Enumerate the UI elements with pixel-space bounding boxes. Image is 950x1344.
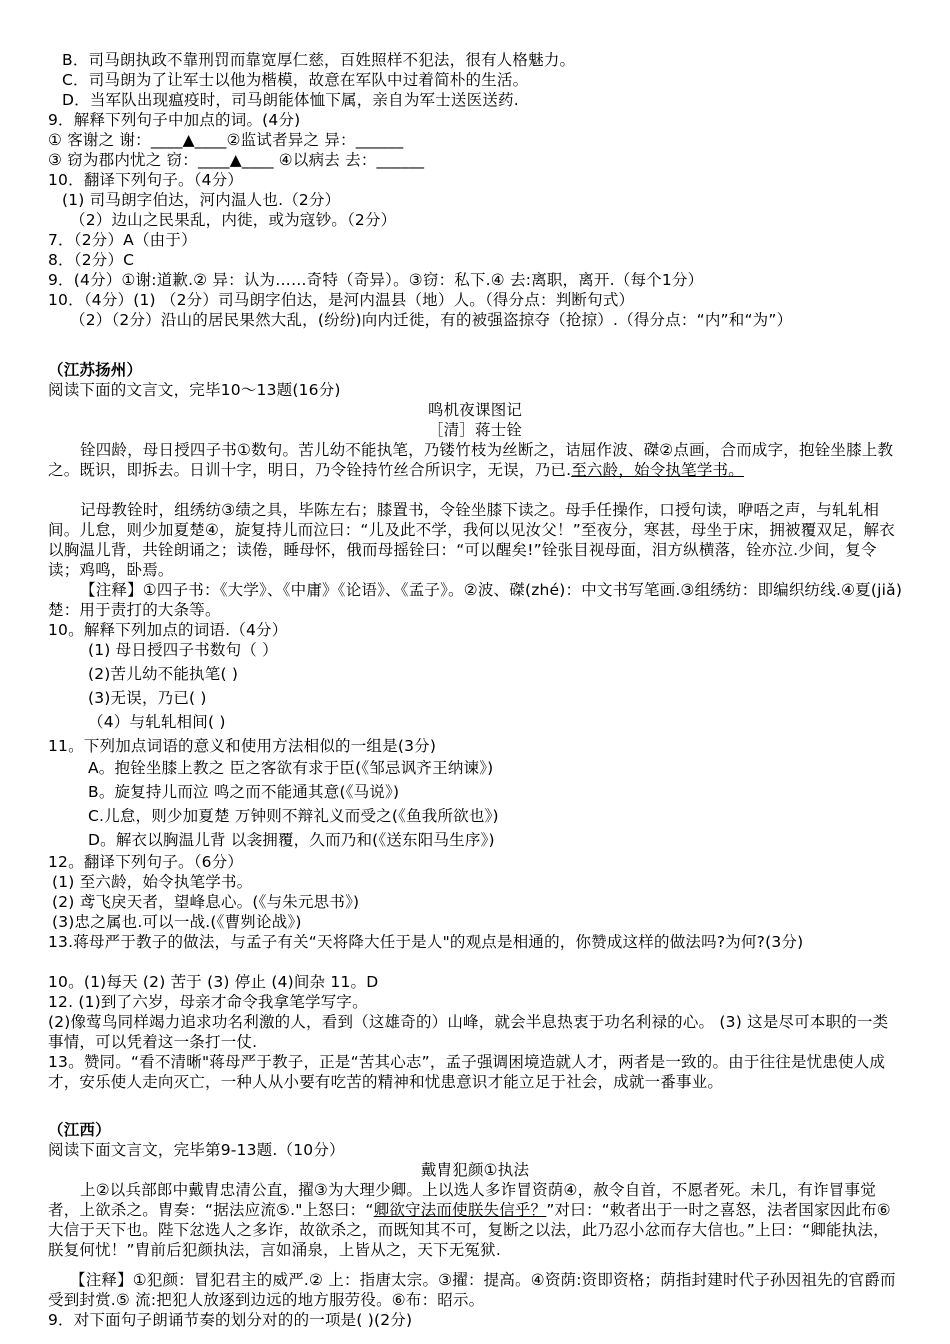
question-11-option-a: A。抱铨坐膝上教之 臣之客欲有求于臣(《邹忌讽齐王纳谏》) [88, 759, 494, 777]
underlined-sentence-2: 卿欲守法而使朕失信乎？ [373, 1201, 547, 1219]
paragraph-2: 记母教铨时，组绣纺③绩之具，毕陈左右；膝置书，令铨坐膝下读之。母手任操作，口授句读，咿唔之声，与轧轧相间。儿怠，则少加夏楚④，旋复持儿而泣曰：“儿及此不学，我何以见汝父！”至夜分，寒甚，母坐于床，拥被覆双足，解衣以胸温儿背，共铨朗诵之；读倦，睡母怀，俄而母摇铨曰：“可以醒矣!”铨张目视母面，泪方纵横落，铨亦泣.少间，复令读；鸡鸣，卧焉。 [48, 501, 895, 579]
question-12-3: (3)忠之属也.可以一战.(《曹刿论战》) [52, 913, 302, 931]
region-jiangsu-yangzhou: （江苏扬州） [48, 361, 143, 379]
paragraph-1: 铨四龄，母日授四子书①数句。苦儿幼不能执笔，乃镂竹枝为丝断之，诘屈作波、磔②点画，合而成字，抱铨坐膝上教之。既识，即拆去。日训十字，明日，乃令铨持竹丝合所识字，无误，乃已.至六龄，始令执笔学书。 [48, 441, 894, 479]
question-9-row-1: ① 客谢之 谢：____▲____②监试者异之 异：______ [48, 131, 404, 149]
question-10-2: （2）边山之民果乱，内徙，或为寇钞。（2分） [70, 211, 397, 229]
question-12-1: (1) 至六龄，始令执笔学书。 [52, 873, 253, 891]
answer-12-1: 12. (1)到了六岁，母亲才命令我拿笔学写字。 [48, 993, 368, 1011]
question-11: 11。下列加点词语的意义和使用方法相似的一组是(3分) [48, 737, 437, 755]
paragraph-3: 上②以兵部郎中戴胄忠清公直，擢③为大理少卿。上以选人多诈冒资荫④，赦令自首，不愿者死。未几，有诈冒事觉者，上欲杀之。胄奏：“据法应流⑤."上怒曰：“卿欲守法而使朕失信乎？”对曰：“敕者出于一时之喜怒，法者国家因此布⑥大信于天下也。陛下忿选人之多诈，故欲杀之，而既知其不可，复断之以法，此乃忍小忿而存大信也。”上曰：“卿能执法，朕复何忧！”胄前后犯颜执法，言如涌泉，上皆从之，天下无冤狱. [48, 1181, 891, 1259]
option-d: D．当军队出现瘟疫时，司马朗能体恤下属，亲自为军士送医送药. [62, 91, 519, 109]
answer-10-1: 10．（4分）(1) （2分）司马朗字伯达，是河内温县（地）人。（得分点：判断句式） [48, 291, 635, 309]
answer-10-11: 10。(1)每天 (2) 苦于 (3) 停止 (4)间杂 11。D [48, 973, 379, 991]
question-12: 12。翻译下列句子。（6分） [48, 853, 244, 871]
question-10-item-2: (2)苦儿幼不能执笔( ) [88, 665, 239, 683]
answer-8: 8．（2分）C [48, 251, 135, 269]
underlined-sentence: 至六龄，始令执笔学书。 [571, 461, 744, 479]
article-title-2: 戴胄犯颜①执法 [420, 1161, 530, 1179]
reading-instruction-2: 阅读下面文言文，完毕第9-13题.（10分） [48, 1141, 345, 1159]
question-10-1: (1) 司马朗字伯达，河内温人也.（2分） [62, 191, 341, 209]
annotation-2: 【注释】①犯颜：冒犯君主的威严.② 上：指唐太宗。③擢：提高。④资荫:资即资格；荫指封建时代子孙因祖先的官爵而受到封赏.⑤ 流:把犯人放逐到边远的地方服劳役。⑥布：昭示。 [48, 1271, 896, 1309]
region-jiangxi: （江西） [48, 1121, 111, 1139]
article-author: ［清］蒋士铨 [427, 421, 523, 439]
reading-instruction: 阅读下面的文言文，完毕10～13题(16分) [48, 381, 341, 399]
option-b: B．司马朗执政不靠刑罚而靠宽厚仁慈，百姓照样不犯法，很有人格魅力。 [62, 51, 576, 69]
answer-10-2: （2）（2分）沿山的居民果然大乱，(纷纷)向内迁徙，有的被强盗掠夺（抢掠）.（得分点：“内”和“为”） [70, 311, 793, 329]
option-c: C．司马朗为了让军士以他为楷模，故意在军队中过着简朴的生活。 [62, 71, 529, 89]
answer-12-2-3: (2)像莺鸟同样竭力追求功名利激的人，看到（这雄奇的）山峰，就会半息热衷于功名利禄的心。 (3) 这是尽可本职的一类事情，可以凭着这一条打一仗. [48, 1013, 889, 1051]
question-10-item-1: (1) 母日授四子书数句（ ） [88, 641, 278, 659]
question-9: 9．解释下列句子中加点的词。(4分) [48, 111, 301, 129]
question-9-rhythm: 9．对下面句子朗诵节奏的划分对的的一项是( )(2分) [48, 1311, 413, 1329]
question-11-option-c: C.儿怠，则少加夏楚 万钟则不辩礼义而受之(《鱼我所欲也》) [88, 807, 499, 825]
question-13: 13.蒋母严于教子的做法，与孟子有关“天将降大任于是人"的观点是相通的，你赞成这样的做法吗?为何?(3分) [48, 933, 804, 951]
question-11-option-d: D。解衣以胸温儿背 以衾拥覆，久而乃和(《送东阳马生序》) [88, 831, 495, 849]
question-12-2: (2) 鸢飞戾天者，望峰息心。(《与朱元思书》) [52, 893, 360, 911]
answer-9: 9．(4分）①谢:道歉.② 异：认为……奇特（奇异）。③窃：私下.④ 去:离职，离开.（每个1分） [48, 271, 704, 289]
question-10-vocab: 10。解释下列加点的词语.（4分） [48, 621, 288, 639]
article-title: 鸣机夜课图记 [427, 401, 523, 419]
annotation: 【注释】①四子书：《大学》、《中庸》《论语》、《孟子》。②波、磔(zhé)：中文书写笔画.③组绣纺：即编织纺线.④夏(jiǎ)楚：用于责打的大条等。 [48, 581, 903, 619]
question-10: 10．翻译下列句子。（4分） [48, 171, 244, 189]
question-10-item-4: （4）与轧轧相间( ) [88, 713, 226, 731]
question-11-option-b: B。旋复持儿而泣 鸣之而不能通其意(《马说》) [88, 783, 400, 801]
answer-13: 13。赞同。“看不清晰"蒋母严于教子，正是“苦其心志”，孟子强调困境造就人才，两者是一致的。由于往往是忧患使人成才，安乐使人走向灭亡，一种人从小要有吃苦的精神和忧患意识才能立足于社会，成就一番事业。 [48, 1053, 886, 1091]
question-9-row-2: ③ 窃为郡内忧之 窃：____▲____ ④以病去 去：______ [48, 151, 425, 169]
question-10-item-3: (3)无误，乃已( ) [88, 689, 207, 707]
answer-7: 7．（2分）A（由于） [48, 231, 197, 249]
